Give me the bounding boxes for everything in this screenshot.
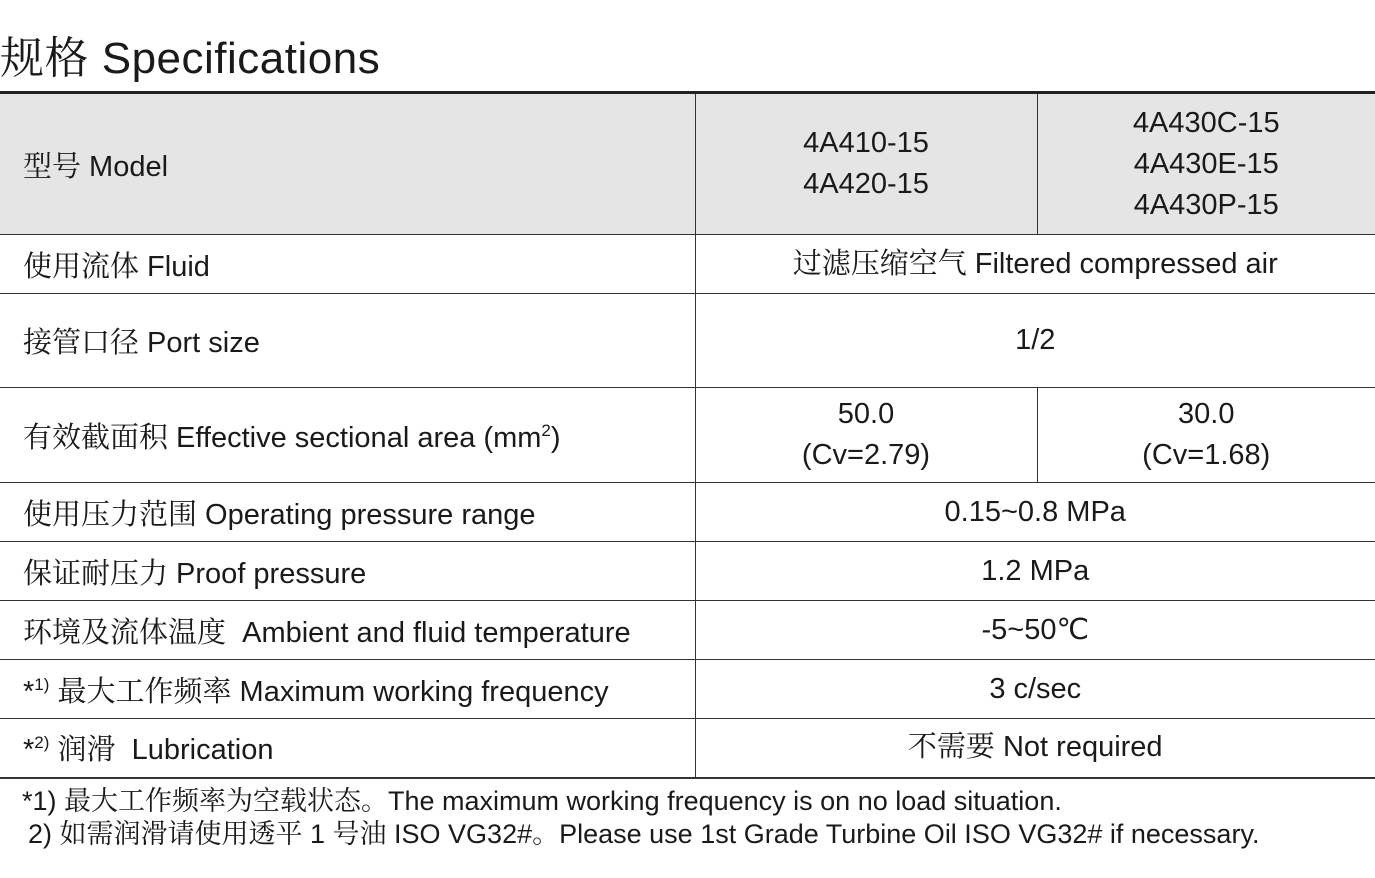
row-value-operating-pressure: 0.15~0.8 MPa — [695, 483, 1375, 542]
row-value-lubrication: 不需要 Not required — [695, 719, 1375, 778]
table-row-proof-pressure — [0, 542, 1375, 601]
area-label-text: 有效截面积 Effective sectional area (mm — [23, 421, 542, 454]
row-value-temperature: -5~50℃ — [695, 601, 1375, 660]
table-row-operating-pressure — [0, 483, 1375, 542]
superscript: 2 — [541, 420, 551, 440]
footnote-ref: 2) — [34, 733, 50, 753]
row-label-model: 型号 Model — [0, 93, 695, 235]
table-row-port-size — [0, 294, 1375, 388]
footnote-2: 2) 如需润滑请使用透平 1 号油 ISO VG32#。Please use 1st Grade Turbine Oil ISO VG32# if necessary. — [28, 819, 1260, 849]
row-label-frequency — [0, 660, 695, 719]
area-col2 — [1037, 388, 1375, 483]
footnote-1: *1) 最大工作频率为空载状态。The maximum working frequency is on no load situation. — [22, 786, 1062, 816]
area-label-close: ) — [550, 421, 561, 454]
frequency-label-text: 最大工作频率 Maximum working frequency — [49, 675, 609, 708]
footnote-marker: * — [23, 675, 35, 708]
row-value-frequency: 3 c/sec — [695, 660, 1375, 719]
area-col1 — [695, 388, 1037, 483]
model-name: 4A430P-15 — [1133, 188, 1279, 221]
area-cv: (Cv=1.68) — [1142, 439, 1271, 471]
model-name: 4A420-15 — [803, 168, 929, 200]
table-row-lubrication — [0, 719, 1375, 778]
row-value-port-size: 1/2 — [695, 294, 1375, 388]
footnote-ref: 1) — [34, 674, 50, 694]
table-row-temperature — [0, 601, 1375, 660]
area-value: 30.0 — [1178, 398, 1235, 430]
lubrication-label-text: 润滑 Lubrication — [49, 734, 274, 767]
table-row-sectional-area — [0, 388, 1375, 483]
table-row-frequency — [0, 660, 1375, 719]
row-label-sectional-area — [0, 388, 695, 483]
area-cv: (Cv=2.79) — [801, 439, 931, 471]
row-value-fluid: 过滤压缩空气 Filtered compressed air — [695, 235, 1375, 294]
row-value-proof-pressure: 1.2 MPa — [695, 542, 1375, 601]
row-label-port-size: 接管口径 Port size — [0, 294, 695, 388]
row-label-fluid: 使用流体 Fluid — [0, 235, 695, 294]
model-name: 4A410-15 — [803, 127, 929, 159]
specifications-table — [0, 91, 1375, 779]
row-label-proof-pressure: 保证耐压力 Proof pressure — [0, 542, 695, 601]
model-col2 — [1037, 93, 1375, 235]
model-col1 — [695, 93, 1037, 235]
row-label-temperature: 环境及流体温度 Ambient and fluid temperature — [0, 601, 695, 660]
page-title: 规格 Specifications — [0, 34, 381, 83]
footnote-marker: * — [23, 734, 35, 767]
area-value: 50.0 — [837, 398, 895, 430]
model-name: 4A430C-15 — [1132, 106, 1280, 139]
model-name: 4A430E-15 — [1133, 147, 1279, 180]
row-label-operating-pressure: 使用压力范围 Operating pressure range — [0, 483, 695, 542]
table-row-fluid — [0, 235, 1375, 294]
row-label-lubrication — [0, 719, 695, 778]
footnotes — [22, 785, 1259, 851]
table-row-model — [0, 93, 1375, 235]
